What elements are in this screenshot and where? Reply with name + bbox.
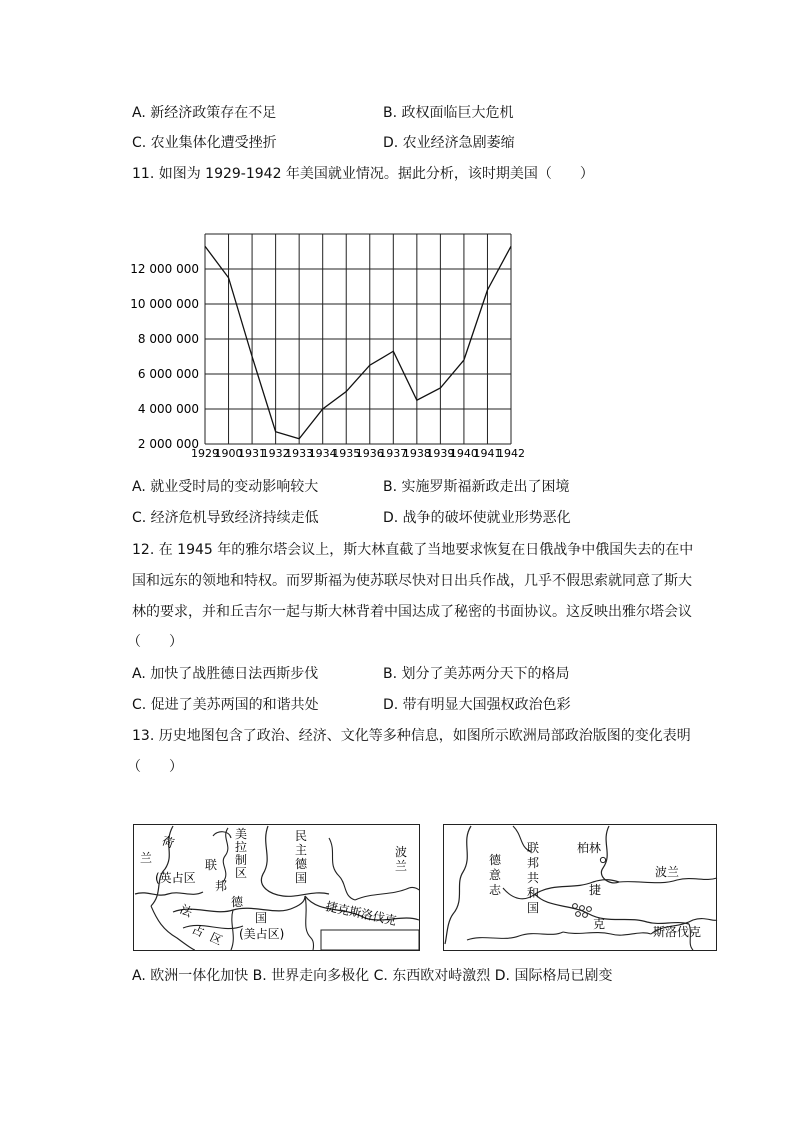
- map2-label-he: 和: [527, 886, 540, 900]
- q12-option-d: D. 带有明显大国强权政治色彩: [383, 697, 571, 713]
- map1-label-de2: 德: [295, 857, 308, 871]
- employment-series-line: [205, 246, 511, 439]
- q13-options: A. 欧洲一体化加快 B. 世界走向多极化 C. 东西欧对峙激烈 D. 国际格局已剧变: [132, 968, 613, 984]
- map1-label-british-zone: (英占区: [155, 871, 196, 885]
- x-tick-label: 1934: [308, 447, 337, 460]
- q10-option-d: D. 农业经济急剧萎缩: [383, 135, 515, 151]
- map1-label-min: 民: [295, 829, 308, 843]
- map2-label-yi: 意: [489, 868, 502, 882]
- x-tick-label: 1936: [355, 447, 384, 460]
- map-germany-occupation: [133, 824, 420, 951]
- q12-option-a: A. 加快了战胜德日法西斯步伐: [132, 666, 319, 682]
- q11-option-c: C. 经济危机导致经济持续走低: [132, 510, 319, 526]
- q12-option-c: C. 促进了美苏两国的和谐共处: [132, 697, 319, 713]
- q12-stem-line-4: （ ）: [127, 634, 183, 650]
- q12-option-b: B. 划分了美苏两分天下的格局: [383, 666, 570, 682]
- x-tick-label: 1938: [402, 447, 431, 460]
- x-tick-label: 1942: [497, 447, 525, 460]
- q10-option-a: A. 新经济政策存在不足: [132, 105, 277, 121]
- map2-label-jie: 捷: [589, 883, 602, 897]
- q12-stem-line-3: 林的要求，并和丘吉尔一起与斯大林背着中国达成了秘密的书面协议。这反映出雅尔塔会议: [132, 604, 692, 620]
- x-tick-label: 1935: [332, 447, 361, 460]
- x-tick-label: 1900: [214, 447, 243, 460]
- x-tick-label: 1939: [426, 447, 455, 460]
- map1-label-bang: 邦: [215, 879, 228, 893]
- x-tick-label: 1929: [191, 447, 219, 460]
- chart-grid: [205, 234, 511, 444]
- map2-label-poland: 波兰: [655, 865, 680, 879]
- y-tick-label: 12 000 000: [130, 262, 199, 276]
- x-tick-label: 1932: [261, 447, 290, 460]
- q12-stem-line-1: 12. 在 1945 年的雅尔塔会议上，斯大林直截了当地要求恢复在日俄战争中俄国失去的在中: [132, 542, 694, 558]
- employment-line-chart: [120, 228, 525, 464]
- map2-label-de: 德: [489, 853, 502, 867]
- x-tick-label: 1933: [285, 447, 314, 460]
- q13-stem-line-2: （ ）: [127, 759, 183, 775]
- x-tick-label: 1931: [238, 447, 267, 460]
- q12-stem-line-2: 国和远东的领地和特权。而罗斯福为使苏联尽快对日出兵作战，几乎不假思索就同意了斯大: [132, 573, 692, 589]
- map1-label-mei: 美: [235, 827, 248, 841]
- chart-x-ticks: [191, 447, 525, 460]
- map1-label-lian: 联: [205, 858, 218, 872]
- q10-option-c: C. 农业集体化遭受挫折: [132, 135, 277, 151]
- chart-y-ticks: [130, 262, 199, 451]
- x-tick-label: 1937: [379, 447, 408, 460]
- map1-label-fa: 法: [177, 902, 195, 920]
- map2-label-zhi: 志: [489, 883, 502, 897]
- q13-stem-line-1: 13. 历史地图包含了政治、经济、文化等多种信息，如图所示欧洲局部政治版图的变化表明: [132, 728, 691, 744]
- map1-label-de: 德: [231, 895, 244, 909]
- map1-label-qu: 区: [235, 866, 248, 880]
- map-germany-reunified: [443, 824, 717, 951]
- map1-label-lan2: 兰: [395, 859, 408, 873]
- map1-label-lan: 兰: [140, 851, 153, 865]
- map1-label-qu2: 区: [207, 930, 225, 948]
- map1-label-guo: 国: [255, 911, 268, 925]
- y-tick-label: 2 000 000: [137, 437, 199, 451]
- q10-option-b: B. 政权面临巨大危机: [383, 105, 514, 121]
- q11-option-d: D. 战争的破坏使就业形势恶化: [383, 510, 571, 526]
- map1-label-zhan: 占: [189, 922, 207, 940]
- map2-label-guo: 国: [527, 901, 540, 915]
- y-tick-label: 8 000 000: [137, 332, 199, 346]
- map1-label-bo: 波: [395, 845, 408, 859]
- map2-label-bang: 邦: [527, 856, 540, 870]
- y-tick-label: 10 000 000: [130, 297, 199, 311]
- map1-label-la: 拉: [235, 840, 248, 854]
- map1-label-he: 荷: [159, 833, 177, 851]
- map1-label-zhu: 主: [295, 843, 308, 857]
- map2-label-ke: 克: [593, 917, 606, 931]
- x-tick-label: 1941: [473, 447, 502, 460]
- y-tick-label: 6 000 000: [137, 367, 199, 381]
- q11-stem: 11. 如图为 1929-1942 年美国就业情况。据此分析，该时期美国（ ）: [132, 166, 594, 182]
- q11-option-b: B. 实施罗斯福新政走出了困境: [383, 479, 570, 495]
- y-tick-label: 4 000 000: [137, 402, 199, 416]
- map1-label-zhi: 制: [235, 853, 248, 867]
- map1-label-us-zone: (美占区): [239, 927, 285, 941]
- map1-label-czechoslovakia: 捷克斯洛伐克: [324, 899, 398, 928]
- map2-label-slovakia: 斯洛伐克: [653, 925, 702, 939]
- map2-label-lian: 联: [527, 841, 540, 855]
- q11-option-a: A. 就业受时局的变动影响较大: [132, 479, 319, 495]
- x-tick-label: 1940: [449, 447, 478, 460]
- map2-label-gong: 共: [527, 871, 540, 885]
- map2-label-berlin: 柏林: [577, 841, 602, 855]
- map1-label-guo2: 国: [295, 871, 308, 885]
